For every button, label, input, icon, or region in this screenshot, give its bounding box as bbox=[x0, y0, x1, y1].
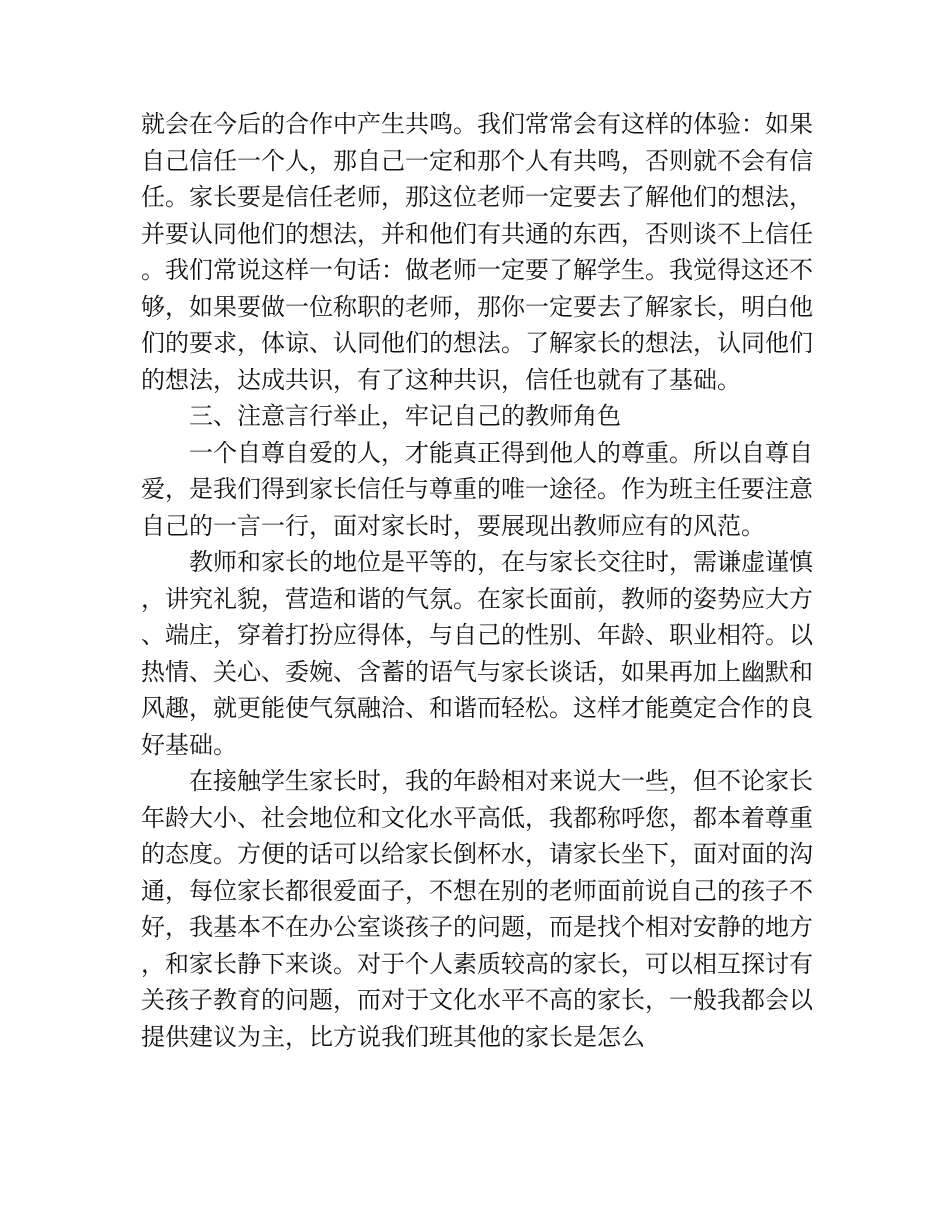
paragraph-trust-continuation: 就会在今后的合作中产生共鸣。我们常常会有这样的体验：如果自己信任一个人，那自己一定和那个人有共鸣，否则就不会有信任。家长要是信任老师，那这位老师一定要去了解他们的想法，并要认同他们的想法，并和他们有共通的东西，否则谈不上信任。我们常说这样一句话：做老师一定要了解学生。我觉得这还不够，如果要做一位称职的老师，那你一定要去了解家长，明白他们的要求，体谅、认同他们的想法。了解家长的想法，认同他们的想法，达成共识，有了这种共识，信任也就有了基础。 bbox=[141, 110, 813, 394]
paragraph-equal-status: 教师和家长的地位是平等的，在与家长交往时，需谦虚谨慎，讲究礼貌，营造和谐的气氛。在家长面前，教师的姿势应大方、端庄，穿着打扮应得体，与自己的性别、年龄、职业相符。以热情、关心、委婉、含蓄的语气与家长谈话，如果再加上幽默和风趣，就更能使气氛融洽、和谐而轻松。这样才能奠定合作的良好基础。 bbox=[141, 548, 813, 759]
document-page bbox=[141, 106, 813, 1055]
paragraph-contact-parents: 在接触学生家长时，我的年龄相对来说大一些，但不论家长年龄大小、社会地位和文化水平高低，我都称呼您，都本着尊重的态度。方便的话可以给家长倒杯水，请家长坐下，面对面的沟通，每位家长都很爱面子，不想在别的老师面前说自己的孩子不好，我基本不在办公室谈孩子的问题，而是找个相对安静的地方，和家长静下来谈。对于个人素质较高的家长，可以相互探讨有关孩子教育的问题，而对于文化水平不高的家长，一般我都会以提供建议为主，比方说我们班其他的家长是怎么 bbox=[141, 767, 813, 1051]
paragraph-self-respect: 一个自尊自爱的人，才能真正得到他人的尊重。所以自尊自爱，是我们得到家长信任与尊重的唯一途径。作为班主任要注意自己的一言一行，面对家长时，要展现出教师应有的风范。 bbox=[141, 438, 813, 540]
section-heading-three: 三、注意言行举止，牢记自己的教师角色 bbox=[189, 402, 621, 430]
